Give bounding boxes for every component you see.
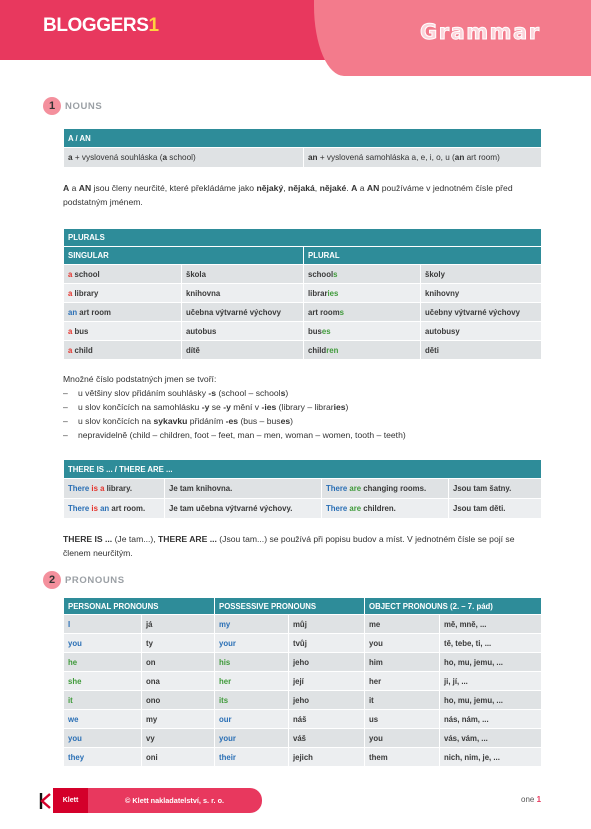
plurals-header: PLURALS (64, 229, 542, 247)
text-segment: art room (308, 307, 340, 317)
blue-highlight-text: your (219, 733, 236, 743)
text-segment: já (146, 619, 153, 629)
text-segment: nás, nám, ... (444, 714, 489, 724)
text-segment: a (69, 183, 79, 193)
text-segment: ) (285, 388, 289, 398)
blue-highlight-text: they (68, 752, 85, 762)
blue-highlight-text: There (68, 504, 92, 513)
bold-text: -s (208, 388, 217, 398)
object-pronoun-cell (365, 710, 440, 729)
possessive-pronoun-cell (215, 748, 289, 767)
blue-highlight-text: an (68, 307, 78, 317)
object-pronoun-cell (365, 748, 440, 767)
text-segment: my (146, 714, 158, 724)
blue-highlight-text: an (100, 504, 110, 513)
section-number: 2 (43, 571, 61, 589)
bold-text: THERE ARE ... (158, 534, 217, 544)
text-segment: ) (290, 416, 294, 426)
text-segment: children. (361, 504, 396, 513)
text-segment: (Jsou tam...) se používá při popisu budov a míst. V jednotném čísle se pojí se členem neurčitým. (63, 534, 515, 558)
green-highlight-text: its (219, 695, 229, 705)
text-segment: school) (167, 153, 196, 162)
object-pronoun-czech-cell (440, 634, 542, 653)
there-is-czech-cell (165, 479, 322, 499)
there-is-table (63, 459, 542, 519)
bloggers-logo (43, 15, 159, 37)
plural-rules-intro: Množné číslo podstatných jmen se tvoří: (63, 374, 217, 384)
plural-english-cell (304, 341, 421, 360)
bold-text: a (68, 153, 73, 162)
table-row (64, 322, 542, 341)
bold-text: THERE IS ... (63, 534, 113, 544)
bold-text: AN (366, 183, 380, 193)
text-segment: u slov končících na samohlásku (78, 402, 202, 412)
object-pronoun-czech-cell (440, 729, 542, 748)
a-an-header: A / AN (64, 129, 542, 148)
text-segment: její (293, 676, 304, 686)
plurals-table-body (64, 265, 542, 360)
text-segment: on (146, 657, 156, 667)
text-segment: art room) (464, 153, 500, 162)
page-number (521, 795, 541, 804)
bold-text: -es (225, 416, 239, 426)
singular-czech-cell (182, 322, 304, 341)
green-highlight-text: s (339, 307, 344, 317)
text-segment: + vyslovená samohláska a, e, i, o, u ( (317, 153, 455, 162)
possessive-pronoun-czech-cell (289, 653, 365, 672)
blue-highlight-text: we (68, 714, 79, 724)
green-highlight-text: are (349, 484, 362, 493)
text-segment: art room. (109, 504, 146, 513)
text-segment: oni (146, 752, 158, 762)
bold-text: A (63, 183, 70, 193)
red-highlight-text: a (68, 345, 73, 355)
section-title: NOUNS (65, 100, 103, 112)
object-pronoun-cell (365, 615, 440, 634)
text-segment: bus (72, 326, 89, 336)
text-segment: changing rooms. (361, 484, 427, 493)
object-pronoun-cell (365, 653, 440, 672)
personal-pronoun-czech-cell (142, 615, 215, 634)
bold-text: an (454, 153, 465, 162)
singular-english-cell (64, 284, 182, 303)
green-highlight-text: she (68, 676, 82, 686)
blue-highlight-text: There (326, 484, 350, 493)
text-segment: školy (425, 269, 445, 279)
page-word: one (521, 795, 535, 804)
green-highlight-text: ren (326, 345, 339, 355)
text-segment: nepravidelně (child – children, foot – feet, man – men, woman – women, tooth – teeth) (78, 430, 406, 440)
rule-text (78, 386, 543, 400)
table-header-row (64, 129, 542, 148)
text-segment: librar (308, 288, 328, 298)
table-row (64, 284, 542, 303)
possessive-pronoun-cell (215, 691, 289, 710)
text-segment: jeho (293, 695, 310, 705)
plural-czech-cell (421, 341, 542, 360)
rule-text (78, 400, 543, 414)
personal-pronoun-cell (64, 748, 142, 767)
singular-czech-cell (182, 341, 304, 360)
possessive-pronoun-cell (215, 634, 289, 653)
blue-highlight-text: your (219, 638, 236, 648)
section-heading-pronouns (43, 571, 125, 589)
plural-english-cell (304, 322, 421, 341)
personal-pronoun-czech-cell (142, 653, 215, 672)
there-are-czech-cell (449, 479, 542, 499)
text-segment: them (369, 752, 388, 762)
green-highlight-text: ies (327, 288, 339, 298)
blue-highlight-text: their (219, 752, 236, 762)
there-is-header: THERE IS ... / THERE ARE ... (64, 460, 542, 479)
text-segment: + vyslovená souhláska ( (72, 153, 163, 162)
plural-rules (63, 372, 543, 442)
object-pronouns-header: OBJECT PRONOUNS (2. – 7. pád) (365, 598, 542, 615)
table-row (64, 341, 542, 360)
text-segment: tvůj (293, 638, 307, 648)
a-rule-cell (64, 148, 304, 168)
plural-english-cell (304, 284, 421, 303)
singular-subheader: SINGULAR (64, 247, 304, 265)
table-row (64, 653, 542, 672)
table-row (64, 729, 542, 748)
bullet-dash: – (63, 416, 68, 426)
bold-text: sykavku (153, 416, 188, 426)
object-pronoun-czech-cell (440, 748, 542, 767)
text-segment: . (346, 183, 352, 193)
text-segment: , (283, 183, 289, 193)
text-segment: ho, mu, jemu, ... (444, 657, 503, 667)
red-highlight-text: a (68, 326, 73, 336)
text-segment: library (72, 288, 99, 298)
text-segment: ho, mu, jemu, ... (444, 695, 503, 705)
text-segment: můj (293, 619, 307, 629)
rule-text (78, 414, 543, 428)
section-title: PRONOUNS (65, 574, 125, 586)
text-segment: Je tam učebna výtvarné výchovy. (169, 504, 293, 513)
bullet-dash: – (63, 402, 68, 412)
text-segment: me (369, 619, 381, 629)
personal-pronoun-cell (64, 653, 142, 672)
personal-pronoun-czech-cell (142, 672, 215, 691)
table-row (64, 710, 542, 729)
text-segment: bus (308, 326, 322, 336)
object-pronoun-czech-cell (440, 691, 542, 710)
bold-text: nějaký (256, 183, 284, 193)
there-are-english-cell (322, 499, 449, 519)
text-segment: art room (77, 307, 111, 317)
personal-pronoun-cell (64, 672, 142, 691)
there-is-czech-cell (165, 499, 322, 519)
personal-pronoun-czech-cell (142, 634, 215, 653)
singular-english-cell (64, 322, 182, 341)
text-segment: tě, tebe, ti, ... (444, 638, 492, 648)
bold-text: s (280, 388, 286, 398)
text-segment: you (369, 638, 383, 648)
table-row (64, 479, 542, 499)
text-segment: it (369, 695, 374, 705)
text-segment: učebny výtvarné výchovy (425, 307, 520, 317)
possessive-pronoun-cell (215, 710, 289, 729)
bullet-dash: – (63, 388, 68, 398)
green-highlight-text: her (219, 676, 232, 686)
rule-item (63, 428, 543, 442)
text-segment: mě, mně, ... (444, 619, 487, 629)
text-segment: knihovny (425, 288, 460, 298)
text-segment: Jsou tam děti. (453, 504, 506, 513)
text-segment: škola (186, 269, 206, 279)
bold-text: -ies (261, 402, 277, 412)
table-subheader-row (64, 247, 542, 265)
possessive-pronoun-czech-cell (289, 615, 365, 634)
table-header-row (64, 460, 542, 479)
bullet-dash: – (63, 430, 68, 440)
table-row (64, 634, 542, 653)
object-pronoun-czech-cell (440, 653, 542, 672)
text-segment: přidáním (187, 416, 226, 426)
text-segment: child (72, 345, 93, 355)
personal-pronoun-cell (64, 615, 142, 634)
red-highlight-text: a (68, 288, 73, 298)
plural-czech-cell (421, 303, 542, 322)
green-highlight-text: he (68, 657, 78, 667)
blue-highlight-text: I (68, 619, 71, 629)
klett-wordmark: Klett (53, 788, 88, 813)
bold-text: A (351, 183, 358, 193)
singular-czech-cell (182, 303, 304, 322)
bold-text: an (308, 153, 318, 162)
possessive-pronoun-cell (215, 672, 289, 691)
text-segment: jsou členy neurčité, které překládáme jako (91, 183, 257, 193)
personal-pronoun-czech-cell (142, 691, 215, 710)
rule-item (63, 386, 543, 400)
table-row (64, 691, 542, 710)
there-are-czech-cell (449, 499, 542, 519)
red-highlight-text: is a (91, 484, 105, 493)
possessive-pronoun-czech-cell (289, 634, 365, 653)
singular-czech-cell (182, 284, 304, 303)
plural-czech-cell (421, 265, 542, 284)
possessive-pronoun-czech-cell (289, 691, 365, 710)
plural-rules-list (63, 386, 543, 442)
text-segment: child (308, 345, 327, 355)
page-number-value: 1 (536, 795, 542, 804)
plural-english-cell (304, 265, 421, 284)
text-segment: jeho (293, 657, 310, 667)
text-segment: (bus – bus (238, 416, 281, 426)
object-pronoun-cell (365, 691, 440, 710)
personal-pronoun-cell (64, 729, 142, 748)
klett-logo (37, 788, 88, 813)
text-segment: autobusy (425, 326, 460, 336)
personal-pronoun-cell (64, 634, 142, 653)
plural-czech-cell (421, 284, 542, 303)
text-segment: him (369, 657, 383, 667)
blue-highlight-text: our (219, 714, 232, 724)
text-segment: Je tam knihovna. (169, 484, 233, 493)
text-segment: vás, vám, ... (444, 733, 488, 743)
possessive-pronoun-czech-cell (289, 710, 365, 729)
logo-text: BLOGGERS (43, 15, 149, 36)
there-is-table-body (64, 479, 542, 519)
bold-text: nějaká (288, 183, 315, 193)
possessive-pronoun-czech-cell (289, 729, 365, 748)
table-header-row (64, 229, 542, 247)
possessive-pronoun-cell (215, 653, 289, 672)
text-segment: nich, nim, je, ... (444, 752, 500, 762)
there-are-english-cell (322, 479, 449, 499)
text-segment: mění v (230, 402, 262, 412)
copyright-banner: © Klett nakladatelství, s. r. o. (88, 788, 262, 813)
blue-highlight-text: There (326, 504, 350, 513)
green-highlight-text: es (321, 326, 331, 336)
text-segment: (school – school (216, 388, 281, 398)
there-is-english-cell (64, 499, 165, 519)
object-pronoun-czech-cell (440, 672, 542, 691)
singular-czech-cell (182, 265, 304, 284)
table-row (64, 672, 542, 691)
object-pronoun-czech-cell (440, 710, 542, 729)
blue-highlight-text: you (68, 638, 82, 648)
table-row (64, 303, 542, 322)
red-highlight-text: is (91, 504, 98, 513)
text-segment: dítě (186, 345, 200, 355)
bold-text: nějaké (319, 183, 347, 193)
rule-text (78, 428, 543, 442)
text-segment: používáme v jednotném čísle před podstatným jménem. (63, 183, 513, 207)
bold-text: a (162, 153, 168, 162)
pronouns-table-body (64, 615, 542, 767)
text-segment: school (308, 269, 334, 279)
personal-pronouns-header: PERSONAL PRONOUNS (64, 598, 215, 615)
text-segment: you (369, 733, 383, 743)
logo-number: 1 (148, 15, 159, 36)
green-highlight-text: his (219, 657, 231, 667)
text-segment: (Je tam...), (112, 534, 159, 544)
text-segment: u většiny slov přidáním souhlásky (78, 388, 209, 398)
text-segment: ono (146, 695, 161, 705)
text-segment: ona (146, 676, 160, 686)
object-pronoun-cell (365, 634, 440, 653)
text-segment: se (209, 402, 224, 412)
green-highlight-text: are (349, 504, 362, 513)
personal-pronoun-czech-cell (142, 729, 215, 748)
k-mark-arms (42, 794, 50, 808)
possessive-pronoun-cell (215, 615, 289, 634)
bold-text: ies (333, 402, 346, 412)
text-segment: ) (345, 402, 349, 412)
pronouns-table (63, 597, 542, 767)
possessive-pronoun-czech-cell (289, 672, 365, 691)
text-segment: knihovna (186, 288, 221, 298)
text-segment: náš (293, 714, 307, 724)
text-segment: jejich (293, 752, 313, 762)
personal-pronoun-cell (64, 710, 142, 729)
text-segment: library. (104, 484, 133, 493)
table-row (64, 265, 542, 284)
there-is-explanation (63, 532, 543, 560)
text-segment: vy (146, 733, 155, 743)
green-highlight-text: it (68, 695, 73, 705)
page-title: Grammar (420, 20, 541, 44)
text-segment: (library – librar (276, 402, 334, 412)
singular-english-cell (64, 341, 182, 360)
an-rule-cell (304, 148, 542, 168)
text-segment: , (314, 183, 320, 193)
there-is-english-cell (64, 479, 165, 499)
bold-text: -y (201, 402, 210, 412)
possessive-pronouns-header: POSSESSIVE PRONOUNS (215, 598, 365, 615)
possessive-pronoun-cell (215, 729, 289, 748)
table-header-row (64, 598, 542, 615)
text-segment: ty (146, 638, 153, 648)
text-segment: school (72, 269, 100, 279)
possessive-pronoun-czech-cell (289, 748, 365, 767)
plurals-table (63, 228, 542, 360)
section-number: 1 (43, 97, 61, 115)
text-segment: autobus (186, 326, 217, 336)
rule-item (63, 400, 543, 414)
bold-text: AN (78, 183, 92, 193)
rule-item (63, 414, 543, 428)
object-pronoun-cell (365, 729, 440, 748)
plural-subheader: PLURAL (304, 247, 542, 265)
table-row (64, 148, 542, 168)
text-segment: ji, jí, ... (444, 676, 468, 686)
plural-czech-cell (421, 322, 542, 341)
text-segment: Jsou tam šatny. (453, 484, 512, 493)
singular-english-cell (64, 303, 182, 322)
table-row (64, 615, 542, 634)
a-an-table (63, 128, 542, 168)
object-pronoun-czech-cell (440, 615, 542, 634)
text-segment: váš (293, 733, 307, 743)
personal-pronoun-czech-cell (142, 710, 215, 729)
table-row (64, 748, 542, 767)
blue-highlight-text: you (68, 733, 82, 743)
personal-pronoun-czech-cell (142, 748, 215, 767)
text-segment: a (357, 183, 367, 193)
object-pronoun-cell (365, 672, 440, 691)
klett-k-mark-icon (37, 790, 53, 812)
a-an-explanation (63, 181, 543, 209)
table-row (64, 499, 542, 519)
text-segment: us (369, 714, 379, 724)
green-highlight-text: s (333, 269, 338, 279)
section-heading-nouns (43, 97, 102, 115)
text-segment: u slov končících na (78, 416, 154, 426)
personal-pronoun-cell (64, 691, 142, 710)
text-segment: učebna výtvarné výchovy (186, 307, 281, 317)
blue-highlight-text: my (219, 619, 231, 629)
red-highlight-text: a (68, 269, 73, 279)
text-segment: děti (425, 345, 439, 355)
plural-english-cell (304, 303, 421, 322)
singular-english-cell (64, 265, 182, 284)
blue-highlight-text: There (68, 484, 92, 493)
bold-text: -y (223, 402, 231, 412)
bold-text: es (280, 416, 291, 426)
text-segment: her (369, 676, 382, 686)
